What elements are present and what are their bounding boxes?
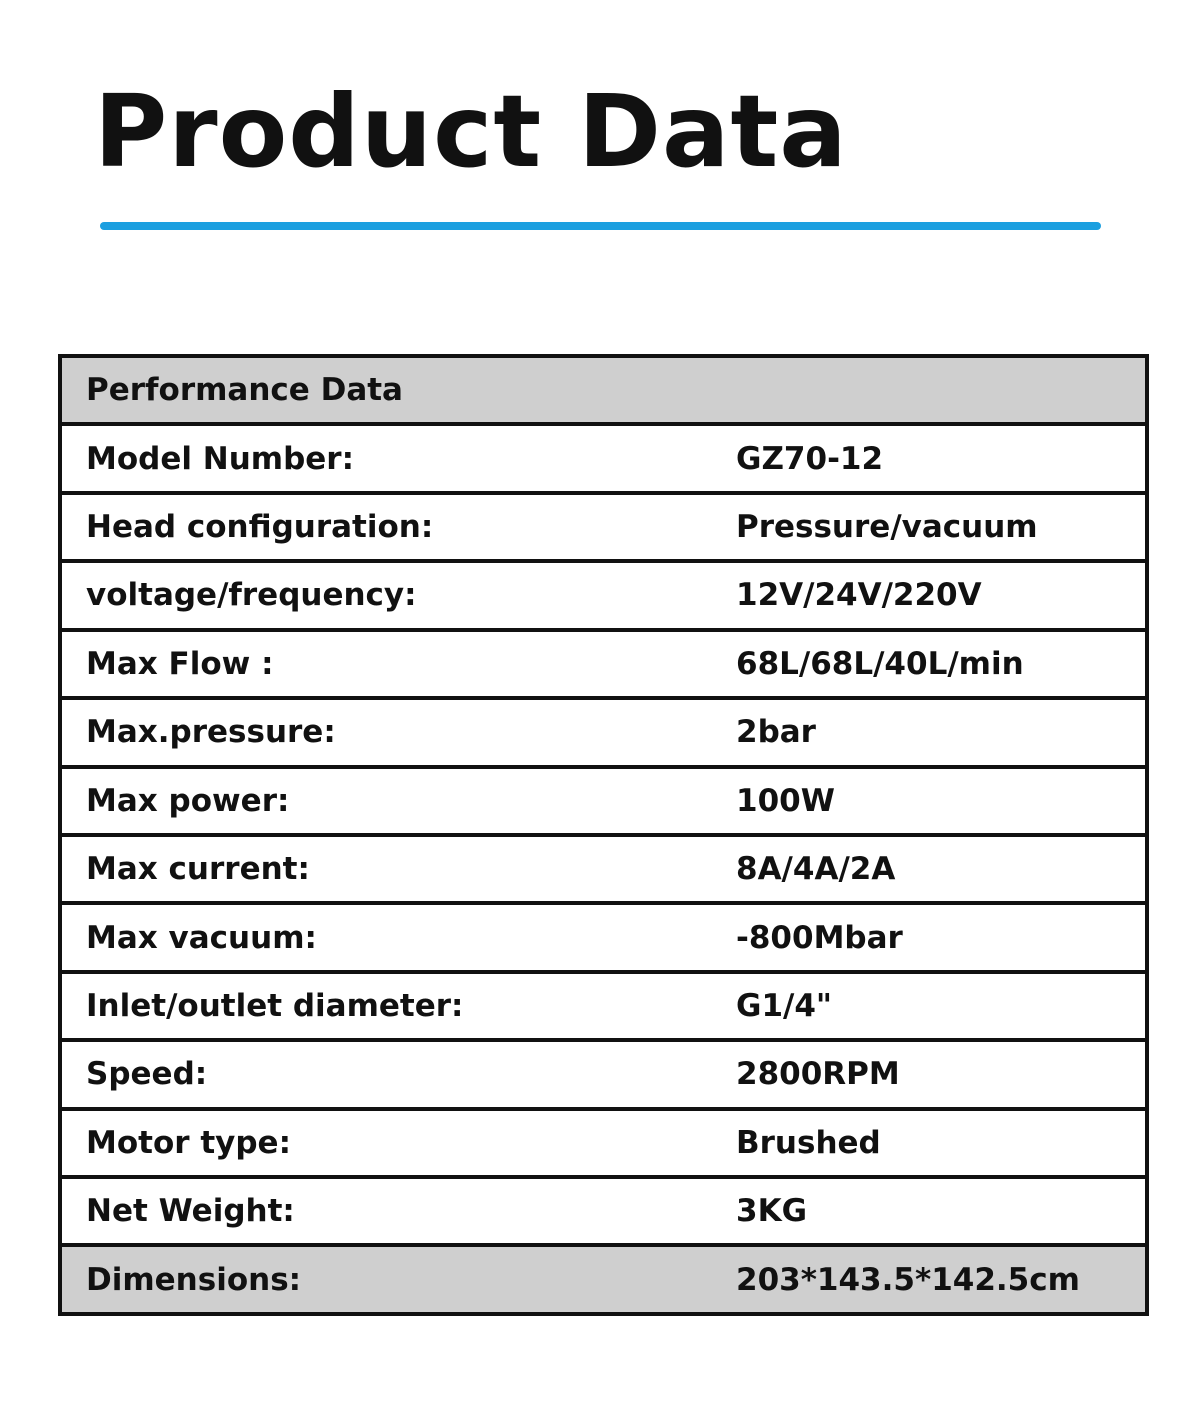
spec-row-max-pressure bbox=[62, 696, 1145, 764]
spec-value: Pressure/vacuum bbox=[736, 509, 1038, 546]
spec-label: voltage/frequency: bbox=[86, 577, 417, 614]
spec-label: Inlet/outlet diameter: bbox=[86, 988, 464, 1024]
spec-label: Max vacuum: bbox=[86, 919, 317, 956]
spec-label: Motor type: bbox=[86, 1124, 291, 1161]
spec-table bbox=[58, 354, 1149, 1316]
spec-value: 12V/24V/220V bbox=[736, 577, 982, 614]
spec-label: Net Weight: bbox=[86, 1193, 295, 1230]
page-title: Product Data bbox=[94, 73, 848, 190]
table-header-row bbox=[62, 358, 1145, 422]
spec-row-dimensions bbox=[62, 1243, 1145, 1311]
spec-row-speed bbox=[62, 1038, 1145, 1106]
spec-value: 3KG bbox=[736, 1193, 808, 1230]
spec-row-max-vacuum bbox=[62, 901, 1145, 969]
spec-row-max-flow bbox=[62, 628, 1145, 696]
spec-row-inlet-outlet-diameter bbox=[62, 970, 1145, 1038]
spec-value: GZ70-12 bbox=[736, 440, 884, 477]
spec-row-head-configuration bbox=[62, 491, 1145, 559]
title-underline bbox=[100, 222, 1101, 230]
spec-value: 2800RPM bbox=[736, 1056, 900, 1093]
spec-label: Max Flow : bbox=[86, 645, 274, 682]
spec-row-max-current bbox=[62, 833, 1145, 901]
spec-row-motor-type bbox=[62, 1107, 1145, 1175]
spec-value: G1/4" bbox=[736, 988, 833, 1024]
spec-label: Model Number: bbox=[86, 440, 354, 477]
spec-label: Max.pressure: bbox=[86, 714, 336, 751]
spec-value: -800Mbar bbox=[736, 919, 903, 956]
spec-label: Speed: bbox=[86, 1056, 208, 1093]
spec-value: 100W bbox=[736, 782, 835, 819]
spec-value: 8A/4A/2A bbox=[736, 851, 896, 888]
spec-value: Brushed bbox=[736, 1124, 881, 1161]
spec-label: Dimensions: bbox=[86, 1261, 302, 1298]
spec-value: 68L/68L/40L/min bbox=[736, 645, 1024, 682]
spec-row-net-weight bbox=[62, 1175, 1145, 1243]
spec-value: 2bar bbox=[736, 714, 816, 751]
spec-row-max-power bbox=[62, 765, 1145, 833]
spec-label: Max current: bbox=[86, 851, 310, 888]
table-header: Performance Data bbox=[86, 372, 403, 409]
spec-label: Head configuration: bbox=[86, 509, 434, 546]
spec-value: 203*143.5*142.5cm bbox=[736, 1261, 1080, 1298]
spec-row-voltage-frequency bbox=[62, 559, 1145, 627]
spec-row-model-number bbox=[62, 422, 1145, 490]
spec-label: Max power: bbox=[86, 782, 290, 819]
